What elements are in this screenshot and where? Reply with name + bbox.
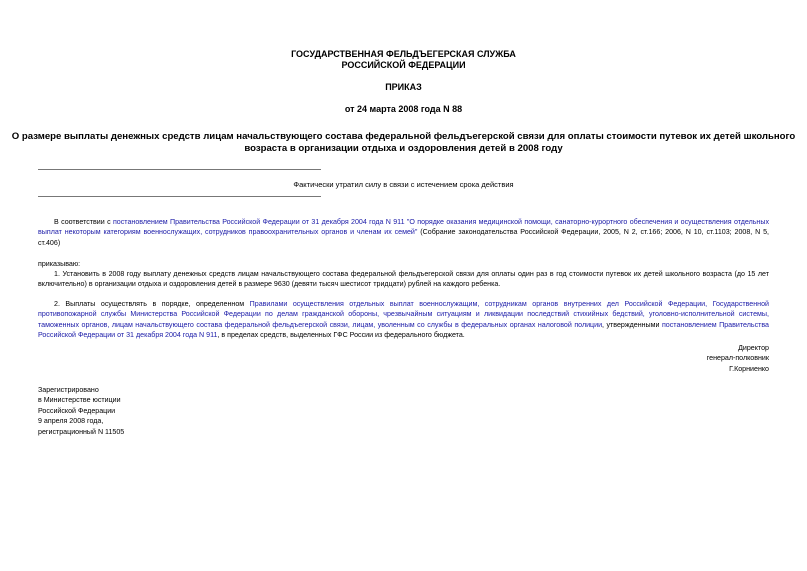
registration-block	[38, 385, 124, 437]
preamble-text-start: В соответствии с	[54, 218, 113, 226]
registration-line: в Министерстве юстиции	[38, 396, 121, 405]
agency-name-line1: ГОСУДАРСТВЕННАЯ ФЕЛЬДЪЕГЕРСКАЯ СЛУЖБА	[291, 49, 516, 59]
government-decree-link[interactable]: постановлением Правительства Российской Федерации от 31 декабря 2004 года N 911 "О порядке оказания медицинской помощи, санаторно-курортного обеспечения и осуществления отдельных выплат некоторым категориям военнослужащих, сотрудников правоохранительных органов и членам их семей"	[38, 218, 769, 237]
divider-top	[38, 169, 321, 170]
document-date-number: от 24 марта 2008 года N 88	[344, 104, 463, 114]
payment-rules-link[interactable]: Правилами осуществления отдельных выплат военнослужащим, сотрудникам органов внутренних дел Российской Федерации, Государственной противопожарной службы Министерства Российской Федерации по делам гражданской обороны, чрезвычайным ситуациям и ликвидации последствий стихийных бедствий, уголовно-исполнительной системы, таможенных органов, лицам начальствующего состава федеральной фельдъегерской связи, лицам, уволенным со службы в федеральных органах налоговой полиции	[38, 300, 769, 329]
government-decree-link-2[interactable]: постановлением Правительства Российской Федерации от 31 декабря 2004 года N 911	[38, 320, 769, 340]
document-title-line1: О размере выплаты денежных средств лицам начальствующего состава федеральной фельдъегерской связи для оплаты стоимости путевок их детей школьного	[11, 131, 796, 142]
item2-text-middle: , утвержденными	[602, 320, 662, 329]
preamble-paragraph	[38, 217, 769, 248]
document-title-line2: возраста в организации отдыха и оздоровления детей в 2008 году	[244, 143, 563, 154]
item2-text-start: 2. Выплаты осуществлять в порядке, определенном	[54, 300, 250, 308]
document-type: ПРИКАЗ	[385, 82, 422, 92]
item2-text-end: , в пределах средств, выделенных ГФС России из федерального бюджета.	[217, 331, 465, 340]
registration-number: регистрационный N 11505	[38, 427, 125, 436]
signer-name: Г.Корниенко	[729, 364, 769, 373]
order-word: приказываю:	[38, 260, 81, 268]
registration-date: 9 апреля 2008 года,	[38, 417, 104, 426]
signature-block	[707, 343, 769, 374]
signer-rank: генерал-полковник	[706, 354, 769, 363]
order-item-1: 1. Установить в 2008 году выплату денежных средств лицам начальствующего состава федеральной фельдъегерской связи для оплаты один раз в год стоимости путевок их детей школьного возраста (до 15 лет включительно) в организации отдыха и оздоровления детей в размере 9630 (девяти тысяч шестисот тридцати) рублей на каждого ребенка.	[38, 270, 769, 289]
registration-line: Российской Федерации	[38, 406, 116, 415]
order-item-2	[38, 299, 769, 341]
signer-position: Директор	[738, 344, 769, 352]
agency-name-line2: РОССИЙСКОЙ ФЕДЕРАЦИИ	[341, 60, 466, 70]
status-note: Фактически утратил силу в связи с истечением срока действия	[293, 180, 514, 189]
registration-line: Зарегистрировано	[38, 386, 99, 394]
preamble-text-end: (Собрание законодательства Российской Федерации, 2005, N 2, ст.166; 2006, N 10, ст.1103; 2008, N 5, ст.406)	[38, 228, 770, 247]
divider-bottom	[38, 196, 321, 197]
